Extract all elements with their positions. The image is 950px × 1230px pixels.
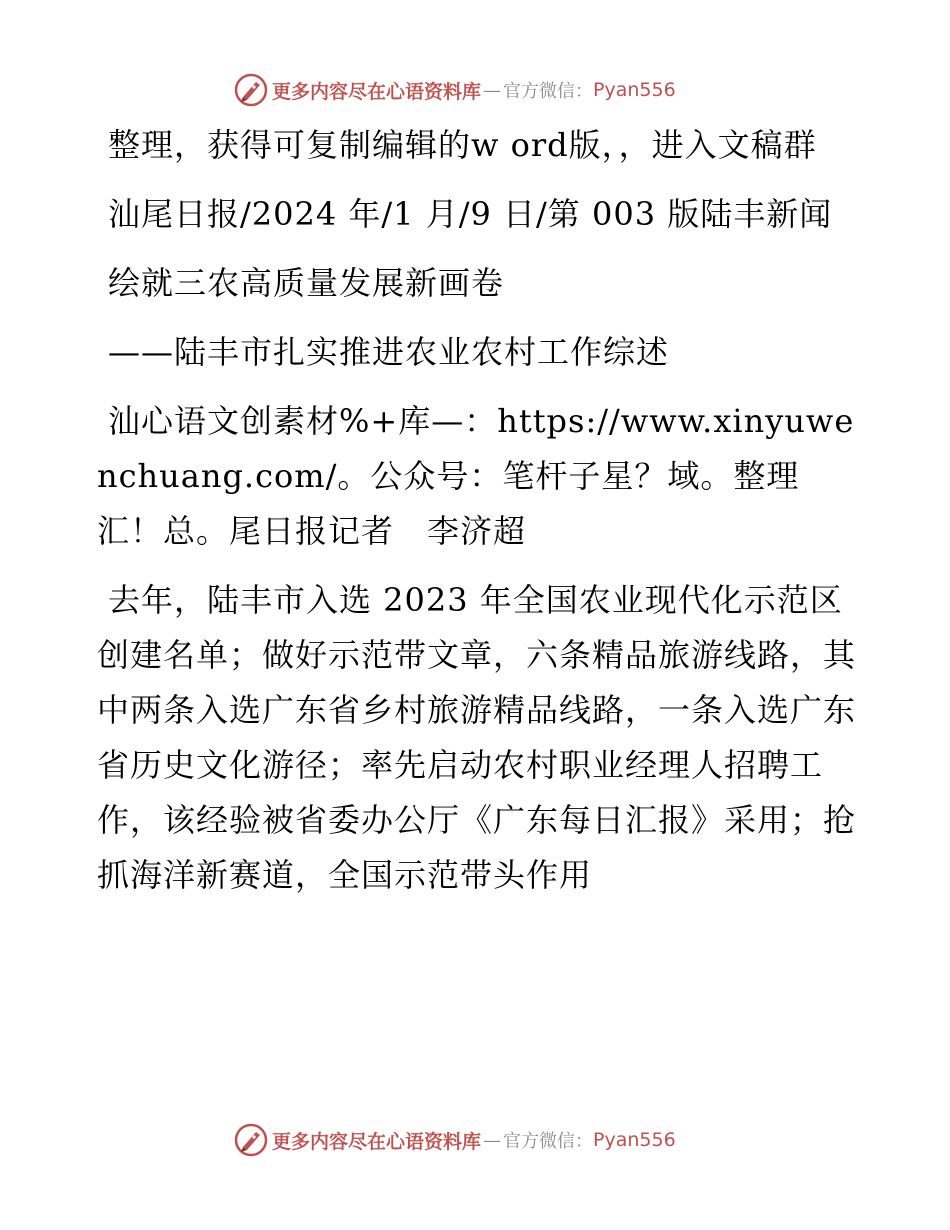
banner-wechat-label: 官方微信： xyxy=(503,81,594,102)
banner-wechat-id: Pyan556 xyxy=(593,79,676,101)
banner-separator: — xyxy=(483,79,502,101)
paragraph-byline: 汕心语文创素材%+库—：https://www.xinyuwenchuang.com/。公众号：笔杆子星？域。整理汇！总。尾日报记者 李济超 xyxy=(97,402,855,550)
pen-nib-logo-icon xyxy=(234,1123,268,1157)
document-body xyxy=(97,118,857,917)
footer-banner xyxy=(234,1122,714,1158)
paragraph-body: 去年，陆丰市入选 2023 年全国农业现代化示范区创建名单；做好示范带文章，六条精品旅游线路，其中两条入选广东省乡村旅游精品线路，一条入选广东省历史文化游径；率先启动农村职业经理人招聘工作，该经验被省委办公厅《广东每日汇报》采用；抢抓海洋新赛道，全国示范带头作用 xyxy=(97,581,857,894)
paragraph-intro: 整理，获得可复制编辑的w ord版，，进入文稿群 xyxy=(108,126,817,164)
article-subtitle: ——陆丰市扎实推进农业农村工作综述 xyxy=(108,333,670,371)
banner-wechat-id: Pyan556 xyxy=(593,1129,676,1151)
banner-title: 更多内容尽在心语资料库 xyxy=(272,80,482,103)
paragraph-source: 汕尾日报/2024 年/1 月/9 日/第 003 版陆丰新闻 xyxy=(108,195,833,233)
article-title: 绘就三农高质量发展新画卷 xyxy=(108,264,505,302)
banner-separator: — xyxy=(483,1129,502,1151)
pen-nib-logo-icon xyxy=(234,73,268,107)
banner-title: 更多内容尽在心语资料库 xyxy=(272,1130,482,1153)
header-banner xyxy=(234,72,714,108)
banner-wechat-label: 官方微信： xyxy=(503,1131,594,1152)
